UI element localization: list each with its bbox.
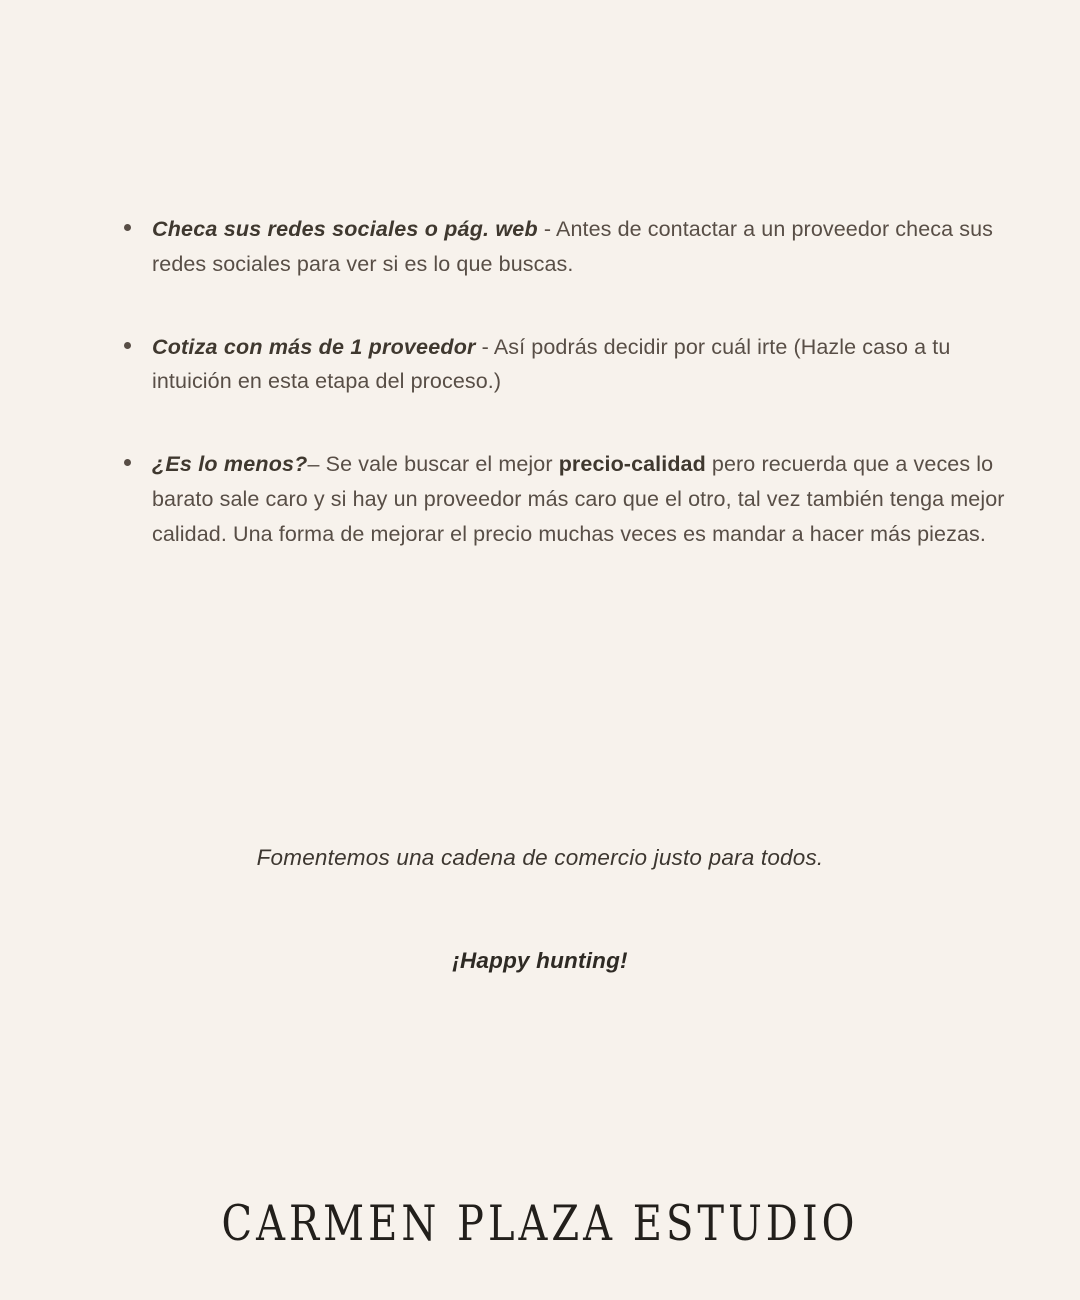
brand-wordmark: CARMEN PLAZA ESTUDIO [221, 1196, 859, 1253]
tip-body-before: – Se vale buscar el mejor [307, 452, 559, 477]
tip-body-after: pero recuerda que a veces lo barato sale caro y si hay un proveedor más caro que el otro, tal vez también tenga mejor calidad. Una forma de mejorar el precio muchas veces es mandar a hacer más piezas. [152, 452, 1005, 546]
bullet-icon [124, 342, 131, 349]
bullet-icon [124, 224, 131, 231]
list-item [124, 447, 1024, 551]
tip-lead: Cotiza con más de 1 proveedor [152, 334, 476, 359]
closing-statement: Fomentemos una cadena de comercio justo para todos. [256, 845, 824, 870]
bullet-icon [124, 459, 131, 466]
list-item [124, 212, 1024, 282]
tip-lead: Checa sus redes sociales o pág. web [152, 217, 538, 241]
closing-signoff: ¡Happy hunting! [452, 948, 628, 973]
list-item [124, 330, 1024, 400]
tip-lead: ¿Es lo menos? [152, 452, 308, 477]
tip-body: - Así podrás decidir por cuál irte (Hazle caso a tu intuición en esta etapa del proceso.) [152, 334, 951, 394]
tips-list [92, 212, 1024, 552]
tip-body: - Antes de contactar a un proveedor checa sus redes sociales para ver si es lo que buscas. [152, 217, 993, 276]
tip-emphasis: precio-calidad [558, 452, 706, 477]
